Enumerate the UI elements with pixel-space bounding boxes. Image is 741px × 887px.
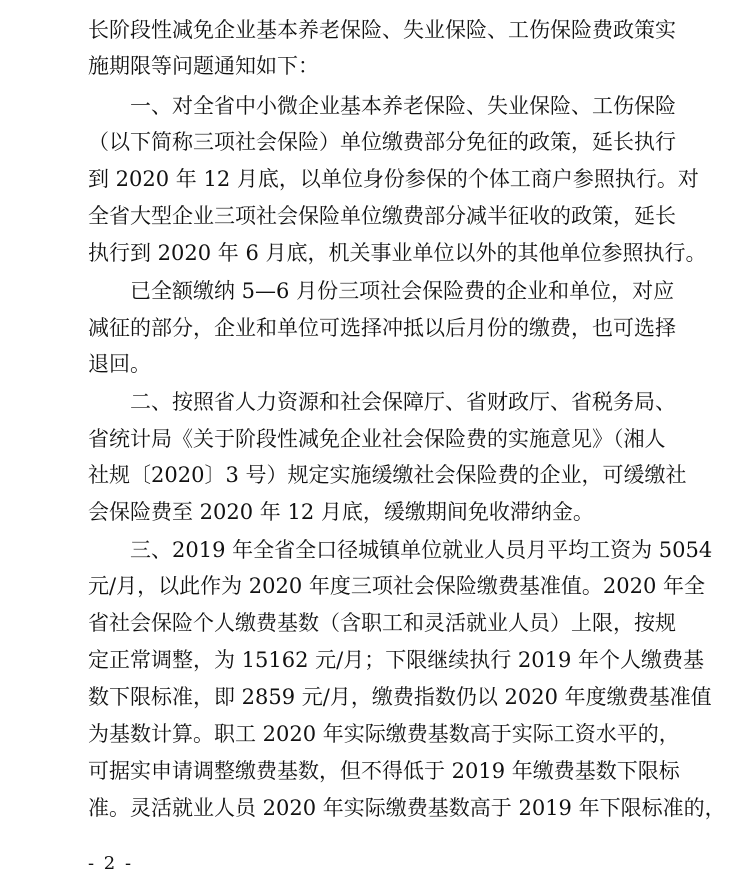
body-line: 执行到 2020 年 6 月底，机关事业单位以外的其他单位参照执行。 [88,241,707,265]
body-line: 到 2020 年 12 月底，以单位身份参保的个体工商户参照执行。对 [88,167,699,191]
paragraph-3-line: 二、按照省人力资源和社会保障厅、省财政厅、省税务局、 [130,390,676,414]
body-line: 准。灵活就业人员 2020 年实际缴费基数高于 2019 年下限标准的， [88,796,726,820]
body-line: 可据实申请调整缴费基数，但不得低于 2019 年缴费基数下限标 [88,759,680,783]
body-line: （以下简称三项社会保险）单位缴费部分免征的政策，延长执行 [88,130,676,154]
body-line: 减征的部分，企业和单位可选择冲抵以后月份的缴费，也可选择 [88,316,676,340]
paragraph-1-line: 一、对全省中小微企业基本养老保险、失业保险、工伤保险 [130,94,676,118]
body-line: 施期限等问题通知如下： [88,54,319,78]
body-line: 社规〔2020〕3 号）规定实施缓缴社会保险费的企业，可缓缴社 [88,463,687,487]
paragraph-4-line: 三、2019 年全省全口径城镇单位就业人员月平均工资为 5054 [130,538,713,562]
body-line: 全省大型企业三项社会保险单位缴费部分减半征收的政策，延长 [88,204,676,228]
body-line: 定正常调整，为 15162 元/月；下限继续执行 2019 年个人缴费基 [88,648,705,672]
body-line: 长阶段性减免企业基本养老保险、失业保险、工伤保险费政策实 [88,18,676,42]
body-line: 省社会保险个人缴费基数（含职工和灵活就业人员）上限，按规 [88,611,676,635]
paragraph-2-line: 已全额缴纳 5—6 月份三项社会保险费的企业和单位，对应 [130,279,675,303]
page-number: - 2 - [88,853,134,874]
body-line: 省统计局《关于阶段性减免企业社会保险费的实施意见》（湘人 [88,427,666,451]
body-line: 会保险费至 2020 年 12 月底，缓缴期间免收滞纳金。 [88,500,594,524]
body-line: 元/月，以此作为 2020 年度三项社会保险缴费基准值。2020 年全 [88,574,705,598]
body-line: 数下限标准，即 2859 元/月，缴费指数仍以 2020 年度缴费基准值 [88,685,712,709]
body-line: 为基数计算。职工 2020 年实际缴费基数高于实际工资水平的， [88,722,680,746]
body-line: 退回。 [88,352,151,376]
